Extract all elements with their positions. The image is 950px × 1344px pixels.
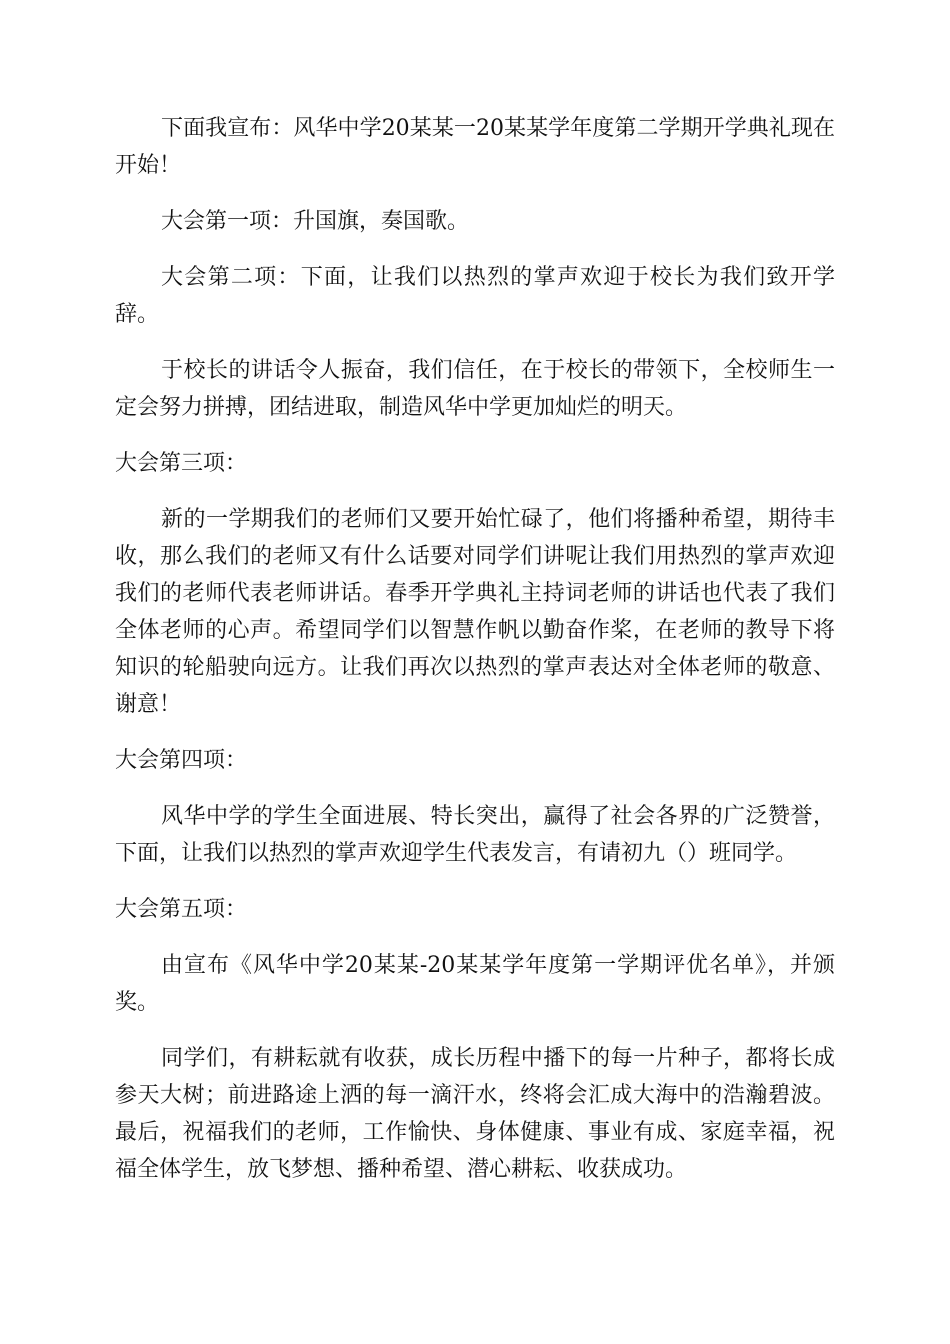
heading-item-four: 大会第四项： <box>115 748 248 773</box>
paragraph-student-speech: 风华中学的学生全面进展、特长突出，赢得了社会各界的广泛赞誉，下面，让我们以热烈的掌声欢迎学生代表发言，有请初九（）班同学。 <box>115 804 835 866</box>
paragraph-item-one: 大会第一项：升国旗，奏国歌。 <box>161 209 470 234</box>
paragraph-teacher-speech: 新的一学期我们的老师们又要开始忙碌了，他们将播种希望，期待丰收，那么我们的老师又有什么话要对同学们讲呢让我们用热烈的掌声欢迎我们的老师代表老师讲话。春季开学典礼主持词老师的讲话也代表了我们全体老师的心声。希望同学们以智慧作帆以勤奋作桨，在老师的教导下将知识的轮船驶向远方。让我们再次以热烈的掌声表达对全体老师的敬意、谢意！ <box>115 507 835 717</box>
heading-item-three: 大会第三项： <box>115 451 248 476</box>
paragraph-awards: 由宣布《风华中学20某某-20某某学年度第一学期评优名单》，并颁奖。 <box>115 953 835 1015</box>
paragraph-opening: 下面我宣布：风华中学20某某一20某某学年度第二学期开学典礼现在开始！ <box>115 116 835 178</box>
paragraph-closing: 同学们，有耕耘就有收获，成长历程中播下的每一片种子，都将长成参天大树；前进路途上洒的每一滴汗水，终将会汇成大海中的浩瀚碧波。最后，祝福我们的老师，工作愉快、身体健康、事业有成、家庭幸福，祝福全体学生，放飞梦想、播种希望、潜心耕耘、收获成功。 <box>115 1046 835 1182</box>
document-body <box>115 110 835 1207</box>
paragraph-item-two: 大会第二项：下面，让我们以热烈的掌声欢迎于校长为我们致开学辞。 <box>115 265 835 327</box>
paragraph-principal-remarks: 于校长的讲话令人振奋，我们信任，在于校长的带领下，全校师生一定会努力拼搏，团结进取，制造风华中学更加灿烂的明天。 <box>115 358 835 420</box>
heading-item-five: 大会第五项： <box>115 897 248 922</box>
